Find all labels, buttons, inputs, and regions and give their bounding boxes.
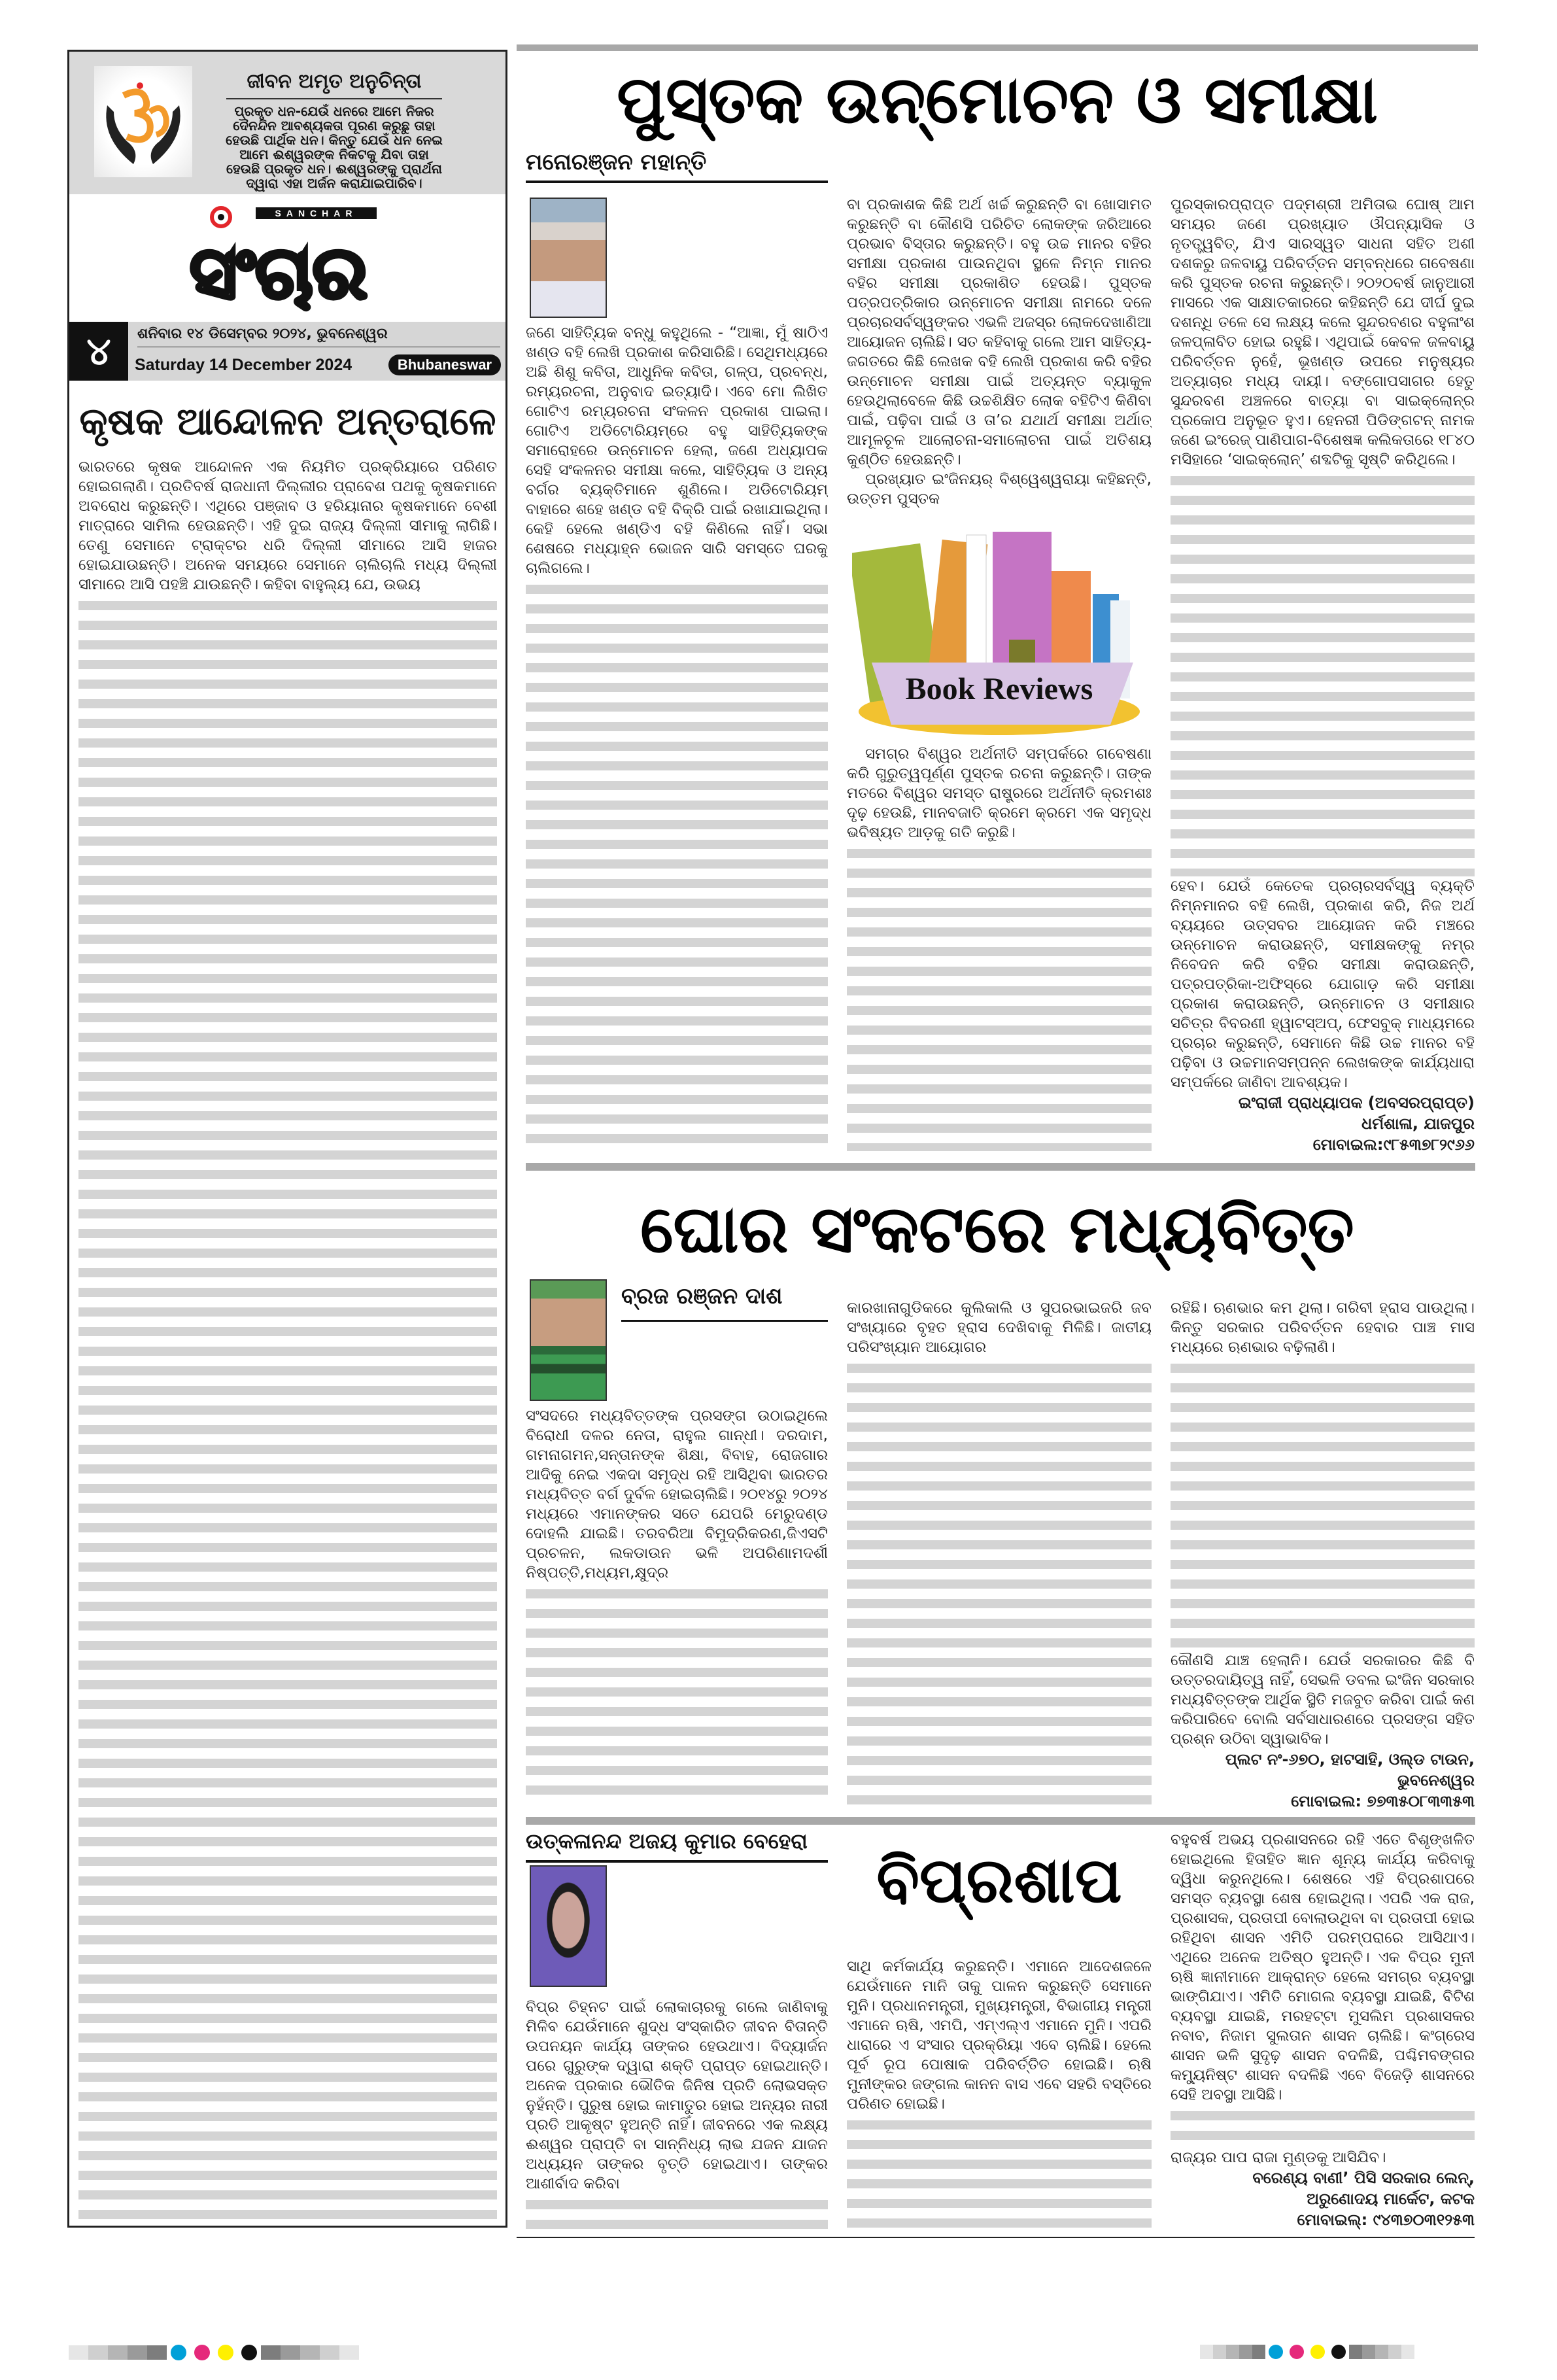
author-signoff bbox=[1171, 2167, 1475, 2230]
signoff-line: ବରେଣ୍ୟ ବାଣୀ’ ପିସି ସରକାର ଲେନ୍, bbox=[1252, 2169, 1475, 2187]
signoff-line: ମୋବାଇଲ୍: ୯୪୩୭୦୩୧୨୫୩ bbox=[1297, 2211, 1475, 2229]
text-lines bbox=[847, 844, 1152, 1151]
article-middle-class-col2 bbox=[847, 1298, 1152, 1804]
editorial-paragraph: ଭାରତରେ କୃଷକ ଆନ୍ଦୋଳନ ଏକ ନିୟମିତ ପ୍ରକ୍ରିୟାରେ ପରିଣତ ହୋଇଗଲାଣି। ପ୍ରତିବର୍ଷ ରାଜଧାନୀ ଦିଲ୍ଲୀର ପ୍ରାବେଶ ପଥକୁ କୃଷକମାନେ ଅବରୋଧ କରୁଛନ୍ତି। ଏଥିରେ ପଞ୍ଜାବ ଓ ହରିୟାନାର କୃଷକମାନେ ବେଶୀ ମାତ୍ରାରେ ସାମିଲ ହେଉଛନ୍ତି। ଏହି ଦୁଇ ରାଜ୍ୟ ଦିଲ୍ଲୀ ସୀମାକୁ ଲାଗିଛି। ତେଣୁ ସେମାନେ ଟ୍ରାକ୍ଟର ଧରି ଦିଲ୍ଲୀ ସୀମାରେ ଆସି ହାଜର ହୋଇଯାଉଛନ୍ତି। ଅନେକ ସମୟରେ ସେମାନେ ଚାଲିଚାଲି ମଧ୍ୟ ଦିଲ୍ଲୀ ସୀମାରେ ଆସି ପହଞ୍ଚି ଯାଉଛନ୍ତି। କହିବା ବାହୁଲ୍ୟ ଯେ, ଉଭୟ bbox=[78, 458, 497, 593]
byline-rule bbox=[621, 1320, 828, 1322]
logo-red-dot bbox=[210, 206, 232, 228]
color-registration-bar-right bbox=[1200, 2345, 1414, 2359]
text-lines bbox=[847, 2115, 1152, 2229]
signoff-line: ମୋବାଇଲ: ୭୭୩୫୦୮୩୩୫୩ bbox=[1291, 1792, 1475, 1810]
english-date: Saturday 14 December 2024 bbox=[135, 356, 352, 374]
article-curse-col3 bbox=[1171, 1830, 1475, 2230]
paragraph: ବା ପ୍ରକାଶକ କିଛି ଅର୍ଥ ଖର୍ଚ୍ଚ କରୁଛନ୍ତି ବା ଖୋସାମତ କରୁଛନ୍ତି ବା କୌଣସି ପରିଚିତ ଲୋକଙ୍କ ଜରିଆରେ ପ୍ରଭାବ ବିସ୍ତାର କରୁଛନ୍ତି। ବହୁ ଉଚ୍ଚ ମାନର ବହିର ସମୀକ୍ଷା ପ୍ରକାଶ ପାଉନଥିବା ସ୍ଥଳେ ନିମ୍ନ ମାନର ବହିର ସମୀକ୍ଷା ପ୍ରକାଶିତ ହେଉଛି। ପୁସ୍ତକ ପତ୍ରପତ୍ରିକାର ଉନ୍ମୋଚନ ସମୀକ୍ଷା ନାମରେ ଦଳେ ପ୍ରଚାରସର୍ବସ୍ୱଙ୍କର ଏଭଳି ଅଜସ୍ର ଲୋକଦେଖାଣିଆ ଆୟୋଜନ ଚାଲିଛି। ସତ କହିବାକୁ ଗଲେ ଆମ ସାହିତ୍ୟ-ଜଗତରେ କିଛି ଲେଖକ ବହି ଲେଖି ପ୍ରକାଶ କରି ବହିର ଉନ୍ମୋଚନ ସମୀକ୍ଷା ପାଇଁ ଅତ୍ୟନ୍ତ ବ୍ୟାକୁଳ ହେଉଥିଲାବେଳେ କିଛି ଉଚ୍ଚଶିକ୍ଷିତ ଲୋକ ବହିଟିଏ କିଣିବା ପାଇଁ, ପଢ଼ିବା ପାଇଁ ଓ ତା’ର ଯଥାର୍ଥ ସମୀକ୍ଷା ଅର୍ଥାତ୍ ଆମୂଳଚୂଳ ଆଲୋଚନା-ସମାଲୋଚନା ପାଇଁ ଅତିଶୟ କୁଣ୍ଠିତ ହେଉଛନ୍ତି। bbox=[847, 196, 1152, 468]
city-badge: Bhubaneswar bbox=[388, 354, 501, 375]
article-curse-headline: ବିପ୍ରଶାପ bbox=[876, 1844, 1122, 1917]
section-rule bbox=[526, 1163, 1475, 1171]
section-rule bbox=[526, 1817, 1475, 1825]
top-rule bbox=[517, 44, 1478, 51]
text-lines bbox=[1171, 1358, 1475, 1651]
article-middle-class-headline: ଘୋର ସଂକଟରେ ମଧ୍ୟବିତ୍ତ bbox=[640, 1191, 1354, 1268]
text-lines bbox=[526, 579, 828, 1150]
article-books-col2 bbox=[847, 195, 1152, 1151]
paragraph: ରାଜ୍ୟର ପାପ ରାଜା ମୁଣ୍ଡକୁ ଆସିଯିବ। bbox=[1171, 2149, 1386, 2166]
masthead-logo: ସଂଚାର bbox=[190, 231, 368, 315]
article-curse-author: ଉତ୍କଳାନନ୍ଦ ଅଜୟ କୁମାର ବେହେରା bbox=[526, 1829, 808, 1854]
paragraph: ବିପ୍ର ଚିହ୍ନଟ ପାଇଁ ଲୋକାଚାରକୁ ଗଲେ ଜାଣିବାକୁ ମିଳିବ ଯେଉଁମାନେ ଶୁଦ୍ଧ ସଂସ୍କାରିତ ଜୀବନ ବିତାନ୍ତି ଉପନୟନ କାର୍ଯ୍ୟ ତାଙ୍କର ହେଉଥାଏ। ବିଦ୍ୟାର୍ଜନ ପରେ ଗୁରୁଙ୍କ ଦ୍ୱାରା ଶକ୍ତି ପ୍ରାପ୍ତ ହୋଇଥାନ୍ତି। ଅନେକ ପ୍ରକାର ଭୌତିକ ଜିନିଷ ପ୍ରତି ଲୋଭସକ୍ତ ନୁହଁନ୍ତି। ପୁରୁଷ ହୋଇ କାମାତୁର ହୋଇ ଅନ୍ୟର ନାରୀ ପ୍ରତି ଆକୃଷ୍ଟ ହୁଅନ୍ତି ନାହିଁ। ଜୀବନରେ ଏକ ଲକ୍ଷ୍ୟ ଈଶ୍ୱର ପ୍ରାପ୍ତି ବା ସାନ୍ନିଧ୍ୟ ଲାଭ ଯଜନ ଯାଜନ ଅଧ୍ୟୟନ ତାଙ୍କର ବୃତ୍ତି ହୋଇଥାଏ। ତାଙ୍କର ଆଶୀର୍ବାଦ କରିବା bbox=[526, 1999, 828, 2192]
paragraph: ପ୍ରଖ୍ୟାତ ଇଂଜିନୟର୍ ବିଶ୍ୱେଶ୍ୱରାୟା କହିଛନ୍ତି, ଉତ୍ତମ ପୁସ୍ତକ bbox=[847, 471, 1152, 508]
article-curse-col1 bbox=[526, 1869, 828, 2229]
text-lines bbox=[526, 1584, 828, 1804]
article-books-author: ମନୋରଞ୍ଜନ ମହାନ୍ତି bbox=[526, 149, 707, 175]
signoff-line: ଅରୁଣୋଦୟ ମାର୍କେଟ, କଟକ bbox=[1307, 2190, 1475, 2208]
quote-box bbox=[69, 52, 505, 194]
dateline-bar bbox=[69, 322, 505, 381]
signoff-line: ପ୍ଲଟ ନଂ-୬୭୦, ହାଟସାହି, ଓଲ୍ଡ ଟାଉନ, ଭୁବନେଶ୍ୱର bbox=[1225, 1750, 1475, 1789]
book-reviews-caption: Book Reviews bbox=[905, 672, 1093, 706]
signoff-line: ମୋବାଇଲ:୯୮୫୩୭୮୨୯୬୬ bbox=[1312, 1135, 1475, 1154]
byline-rule bbox=[526, 1860, 828, 1863]
author-signoff bbox=[1171, 1092, 1475, 1155]
editorial-headline: କୃଷକ ଆନ୍ଦୋଳନ ଅନ୍ତରାଳେ bbox=[79, 399, 496, 443]
paragraph: ଜଣେ ସାହିତ୍ୟିକ ବନ୍ଧୁ କହୁଥିଲେ - “ଆଜ୍ଞା, ମୁଁ ଷାଠିଏ ଖଣ୍ଡ ବହି ଲେଖି ପ୍ରକାଶ କରିସାରିଛି। ସେଥିମଧ୍ୟରେ ଅଛି ଶିଶୁ କବିତା, ଆଧୁନିକ କବିତା, ଗଳ୍ପ, ପ୍ରବନ୍ଧ, ରମ୍ୟରଚନା, ଅନୁବାଦ ଇତ୍ୟାଦି। ଏବେ ମୋ ଲିଖିତ ଗୋଟିଏ ରମ୍ୟରଚନା ସଂକଳନ ପ୍ରକାଶ ପାଇଲା। ଗୋଟିଏ ଅଡିଟୋରିୟମ୍‌ରେ ବହୁ ସାହିତ୍ୟିକଙ୍କ ସମାରୋହରେ ଉନ୍ମୋଚନ ହେଲା, ଜଣେ ଅଧ୍ୟାପକ ସେହି ସଂକଳନର ସମୀକ୍ଷା କଲେ, ସାହିତ୍ୟିକ ଓ ଅନ୍ୟ ବର୍ଗର ବ୍ୟକ୍ତିମାନେ ଶୁଣିଲେ। ଅଡିଟୋରିୟମ୍ ବାହାରେ ଶହେ ଖଣ୍ଡ ବହି ବିକ୍ରି ପାଇଁ ରଖାଯାଇଥିଲା। କେହି ହେଲେ ଖଣ୍ଡିଏ ବହି କିଣିଲେ ନାହିଁ। ସଭା ଶେଷରେ ମଧ୍ୟାହ୍ନ ଭୋଜନ ସାରି ସମସ୍ତେ ଘରକୁ ଚାଲିଗଲେ। bbox=[526, 324, 828, 577]
paragraph: ସମଗ୍ର ବିଶ୍ୱର ଅର୍ଥନୀତି ସମ୍ପର୍କରେ ଗବେଷଣା କରି ଗୁରୁତ୍ୱପୂର୍ଣ୍ଣ ପୁସ୍ତକ ରଚନା କରୁଛନ୍ତି। ତାଙ୍କ ମତରେ ବିଶ୍ୱର ସମସ୍ତ ରାଷ୍ଟ୍ରରେ ଅର୍ଥନୀତି କ୍ରମଶଃ ଦୃଢ଼ ହେଉଛି, ମାନବଜାତି କ୍ରମେ କ୍ରମେ ଏକ ସମୃଦ୍ଧ ଭବିଷ୍ୟତ ଆଡ଼କୁ ଗତି କରୁଛି। bbox=[847, 746, 1152, 841]
byline-rule bbox=[526, 181, 828, 183]
text-lines bbox=[847, 1358, 1152, 1804]
quote-text: ପ୍ରକୃତ ଧନ-ଯେଉଁ ଧନରେ ଆମେ ନିଜର ଦୈନନ୍ଦିନ ଆବଶ୍ୟକତା ପୂରଣ କରୁଛୁ ତାହା ହେଉଛି ପାର୍ଥିକ ଧନ। କିନ୍ତୁ ଯେଉଁ ଧନ ନେଇ ଆମେ ଈଶ୍ୱରଙ୍କ ନିକଟକୁ ଯିବା ତାହା ହେଉଛି ପ୍ରକୃତ ଧନ। ଈଶ୍ୱରଙ୍କୁ ପ୍ରାର୍ଥନା ଦ୍ୱାରା ଏହା ଅର୍ଜନ କରାଯାଇପାରିବ। bbox=[226, 103, 443, 191]
odia-date: ଶନିବାର ୧୪ ଡିସେମ୍ବର ୨୦୨୪, ଭୁବନେଶ୍ୱର bbox=[137, 324, 500, 347]
paragraph: କାରଖାନାଗୁଡିକରେ କୁଲିକାଲି ଓ ସୁପରଭାଇଜରି ଜବ ସଂଖ୍ୟାରେ ବୃହତ ହ୍ରାସ ଦେଖିବାକୁ ମିଳିଛି। ଜାତୀୟ ପରିସଂଖ୍ୟାନ ଆୟୋଗର bbox=[847, 1300, 1152, 1356]
quote-title: ଜୀବନ ଅମୃତ ଅନୁଚିନ୍ତା bbox=[226, 70, 442, 99]
article-middle-class-col3 bbox=[1171, 1298, 1475, 1812]
article-middle-class-author: ବ୍ରଜ ରଞ୍ଜନ ଦାଶ bbox=[621, 1283, 783, 1309]
footer-rule bbox=[517, 2237, 1475, 2238]
page-number: ୪ bbox=[69, 322, 128, 381]
paragraph: ବହୁବର୍ଷ ଅଭୟ ପ୍ରଶାସନରେ ରହି ଏତେ ବିଶୃଙ୍ଖଳିତ ହୋଇଥିଲେ ହିତାହିତ ଜ୍ଞାନ ଶୂନ୍ୟ କାର୍ଯ୍ୟ କରିବାକୁ ଦ୍ୱିଧା କରୁନଥିଲେ। ଶେଷରେ ଏହି ବିପ୍ରଶାପରେ ସମସ୍ତ ବ୍ୟବସ୍ଥା ଶେଷ ହୋଇଥିଲା। ଏପରି ଏକ ରାଜ, ପ୍ରଶାସକ, ପ୍ରତାପୀ ବୋଲାଉଥିବା ବା ପ୍ରତାପୀ ହୋଇ ରହିଥିବା ଶାସନ ଏମିତି ପରମ୍ପରାରେ ଆସିଥାଏ। ଏଥିରେ ଅନେକ ଅତିଷ୍ଠ ହୁଅନ୍ତି। ଏକ ବିପ୍ର ମୁନୀ ଋଷି ଜ୍ଞାନୀମାନେ ଆକ୍ରାନ୍ତ ହେଲେ ସମଗ୍ର ବ୍ୟବସ୍ଥା ଭାଙ୍ଗିଯାଏ। ଏମିତି ମୋଗଲ ବ୍ୟବସ୍ଥା ଯାଇଛି, ବିଟିଶ ବ୍ୟବସ୍ଥା ଯାଇଛି, ମରହଟ୍ଟା ମୁସଲିମ ପ୍ରଶାସକର ନବାବ, ନିଜାମ ସୁଲତାନ ଶାସନ ଚାଲିଛି। କଂଗ୍ରେସ ଶାସନ ଭଳି ସୁଦୃଢ଼ ଶାସନ ବଦଳିଛି, ପଶ୍ଚିମବଙ୍ଗର କମ୍ୟୁନିଷ୍ଟ ଶାସନ ବଦଳିଛି ଏବେ ବିଜେଡ଼ି ଶାସନରେ ସେହି ଅବସ୍ଥା ଆସିଛି। bbox=[1171, 1831, 1475, 2103]
text-lines bbox=[1171, 2106, 1475, 2148]
paragraph: ରହିଛି। ଋଣଭାର କମ ଥିଲା। ଗରିବୀ ହ୍ରାସ ପାଉଥିଲା। କିନ୍ତୁ ସରକାର ପରିବର୍ତ୍ତନ ହେବାର ପାଞ୍ଚ ମାସ ମଧ୍ୟରେ ଋଣଭାର ବଢ଼ିଲାଣି। bbox=[1171, 1300, 1475, 1356]
book-reviews-image bbox=[852, 515, 1146, 738]
text-lines bbox=[526, 2195, 828, 2229]
color-registration-bar-left bbox=[69, 2345, 359, 2360]
left-sidebar bbox=[67, 50, 507, 2228]
article-middle-class-col1 bbox=[526, 1330, 828, 1804]
text-lines bbox=[78, 596, 497, 2223]
paragraph: ହେବ। ଯେଉଁ କେତେକ ପ୍ରଚାରସର୍ବସ୍ୱ ବ୍ୟକ୍ତି ନିମ୍ନମାନର ବହି ଲେଖି, ପ୍ରକାଶ କରି, ନିଜ ଅର୍ଥ ବ୍ୟୟରେ ଉତ୍ସବର ଆୟୋଜନ କରି ମଞ୍ଚରେ ଉନ୍ମୋଚନ କରାଉଛନ୍ତି, ସମୀକ୍ଷକଙ୍କୁ ନମ୍ର ନିବେଦନ କରି ବହିର ସମୀକ୍ଷା କରାଉଛନ୍ତି, ପତ୍ରପତ୍ରିକା-ଅଫିସ୍‌ରେ ଯୋଗାଡ଼ କରି ସମୀକ୍ଷା ପ୍ରକାଶ କରାଉଛନ୍ତି, ଉନ୍ମୋଚନ ଓ ସମୀକ୍ଷାର ସଚିତ୍ର ବିବରଣୀ ହ୍ୱାଟସ୍‌ଅପ୍, ଫେସବୁକ୍ ମାଧ୍ୟମରେ ପ୍ରଚାର କରୁଛନ୍ତି, ସେମାନେ କିଛି ଉଚ୍ଚ ମାନର ବହି ପଢ଼ିବା ଓ ଉଚ୍ଚମାନସମ୍ପନ୍ନ ଲେଖକଙ୍କ କାର୍ଯ୍ୟଧାରା ସମ୍ପର୍କରେ ଜାଣିବା ଆବଶ୍ୟକ। bbox=[1171, 878, 1475, 1091]
article-curse-col2 bbox=[847, 1957, 1152, 2229]
editorial-body bbox=[78, 457, 497, 2223]
paragraph: ସାଥି କର୍ମକାର୍ଯ୍ୟ କରୁଛନ୍ତି। ଏମାନେ ଆଦେଶଜଳେ ଯେଉଁମାନେ ମାନି ତାକୁ ପାଳନ କରୁଛନ୍ତି ସେମାନେ ମୁନି। ପ୍ରଧାନମନ୍ତ୍ରୀ, ମୁଖ୍ୟମନ୍ତ୍ରୀ, ବିଭାଗୀୟ ମନ୍ତ୍ରୀ ଏମାନେ ଋଷି, ଏମପି, ଏମ୍‌ଏଲ୍‌ଏ ଏମାନେ ମୁନି। ଏପରି ଧାରାରେ ଏ ସଂସାର ପ୍ରକ୍ରିୟା ଏବେ ଚାଲିଛି। ହେଲେ ପୂର୍ବ ରୂପ ପୋଷାକ ପରିବର୍ତ୍ତିତ ହୋଇଛି। ଋଷି ମୁନୀଙ୍କର ଜଙ୍ଗଲ କାନନ ବାସ ଏବେ ସହରି ବସ୍ତିରେ ପରିଣତ ହୋଇଛି। bbox=[847, 1958, 1152, 2113]
masthead bbox=[69, 194, 505, 322]
signoff-line: ଇଂରାଜୀ ପ୍ରାଧ୍ୟାପକ (ଅବସରପ୍ରାପ୍ତ) bbox=[1238, 1094, 1475, 1112]
paragraph: କୌଣସି ଯାଞ୍ଚ ହେଲାନି। ଯେଉଁ ସରକାରର କିଛି ବି ଉତ୍ତରଦାୟିତ୍ୱ ନାହିଁ, ସେଭଳି ଡବଲ ଇଂଜିନ ସରକାର ମଧ୍ୟବିତ୍ତଙ୍କ ଆର୍ଥିକ ସ୍ଥିତି ମଜବୁତ କରିବା ପାଇଁ କଣ କରିପାରିବେ ବୋଲି ସର୍ବସାଧାରଣରେ ପ୍ରସଙ୍ଗ ସହିତ ପ୍ରଶ୍ନ ଉଠିବା ସ୍ୱାଭାବିକ। bbox=[1171, 1652, 1475, 1748]
paragraph: ସଂସଦରେ ମଧ୍ୟବିତ୍ତଙ୍କ ପ୍ରସଙ୍ଗ ଉଠାଇଥିଲେ ବିରୋଧୀ ଦଳର ନେତା, ରାହୁଲ ଗାନ୍ଧୀ। ଦରଦାମ, ଗମନାଗମନ,ସନ୍ତାନଙ୍କ ଶିକ୍ଷା, ବିବାହ, ରୋଜଗାର ଆଦିକୁ ନେଇ ଏକଦା ସମୃଦ୍ଧ ରହି ଆସିଥିବା ଭାରତର ମଧ୍ୟବିତ୍ତ ବର୍ଗ ଦୁର୍ବଳ ହୋଇଚାଲିଛି। ୨୦୧୪ରୁ ୨୦୨୪ ମଧ୍ୟରେ ଏମାନଙ୍କର ସତେ ଯେପରି ମେରୁଦଣ୍ଡ ଦୋହଲି ଯାଇଛି। ତରବରିଆ ବିମୁଦ୍ରିକରଣ,ଜିଏସଟି ପ୍ରଚଳନ, ଲକଡାଉନ ଭଳି ଅପରିଣାମଦର୍ଶୀ ନିଷ୍ପତ୍ତି,ମଧ୍ୟମ,କ୍ଷୁଦ୍ର bbox=[526, 1407, 828, 1581]
signoff-line: ଧର୍ମଶାଳା, ଯାଜପୁର bbox=[1361, 1114, 1475, 1133]
article-books-col1 bbox=[526, 195, 828, 1150]
article-books-col3 bbox=[1171, 195, 1475, 1155]
om-hands-icon bbox=[94, 66, 192, 177]
text-lines bbox=[1171, 471, 1475, 876]
masthead-tag: SANCHAR bbox=[256, 207, 377, 219]
paragraph: ପୁରସ୍କାରପ୍ରାପ୍ତ ପଦ୍ମଶ୍ରୀ ଅମିତାଭ ଘୋଷ୍ ଆମ ସମୟର ଜଣେ ପ୍ରଖ୍ୟାତ ଔପନ୍ୟାସିକ ଓ ନୃତତ୍ତ୍ୱବିତ୍, ଯିଏ ସାରସ୍ୱତ ସାଧନା ସହିତ ଅଶୀ ଦଶକରୁ ଜଳବାୟୁ ପରିବର୍ତ୍ତନ ସମ୍ବନ୍ଧରେ ଗବେଷଣା କରି ପୁସ୍ତକ ରଚନା କରୁଛନ୍ତି। ୨୦୨୦ବର୍ଷ ଜାନୁଆରୀ ମାସରେ ଏକ ସାକ୍ଷାତକାରରେ କହିଛନ୍ତି ଯେ ଦୀର୍ଘ ଦୁଇ ଦଶନ୍ଧି ତଳେ ସେ ଲକ୍ଷ୍ୟ କଲେ ସୁନ୍ଦରବଣର ବହୁଳାଂଶ ଜଳପ୍ଳାବିତ ହୋଇ ରହୁଛି। ଏଥିପାଇଁ କେବଳ ଜଳବାୟୁ ପରିବର୍ତ୍ତନ ନୁହେଁ, ଭୂଖଣ୍ଡ ଉପରେ ମନୁଷ୍ୟର ଅତ୍ୟାଚାର ମଧ୍ୟ ଦାୟୀ। ବଙ୍ଗୋପସାଗର ହେତୁ ସୁନ୍ଦରବଣ ଅଞ୍ଚଳରେ ବାତ୍ୟା ବା ସାଇକ୍ଲୋନ୍‌ର ପ୍ରକୋପ ଅନୁଭୂତ ହୁଏ। ହେନରୀ ପିଡିଙ୍ଗଟନ୍ ନାମକ ଜଣେ ଇଂରେଜ୍ ପାଣିପାଗ-ବିଶେଷଜ୍ଞ କଲିକତାରେ ୧୮୪୦ ମସିହାରେ ‘ସାଇକ୍ଲୋନ୍’ ଶବ୍ଦଟିକୁ ସୃଷ୍ଟି କରିଥିଲେ। bbox=[1171, 196, 1475, 468]
article-books-headline: ପୁସ୍ତକ ଉନ୍ମୋଚନ ଓ ସମୀକ୍ଷା bbox=[617, 61, 1378, 138]
author-signoff bbox=[1171, 1749, 1475, 1812]
